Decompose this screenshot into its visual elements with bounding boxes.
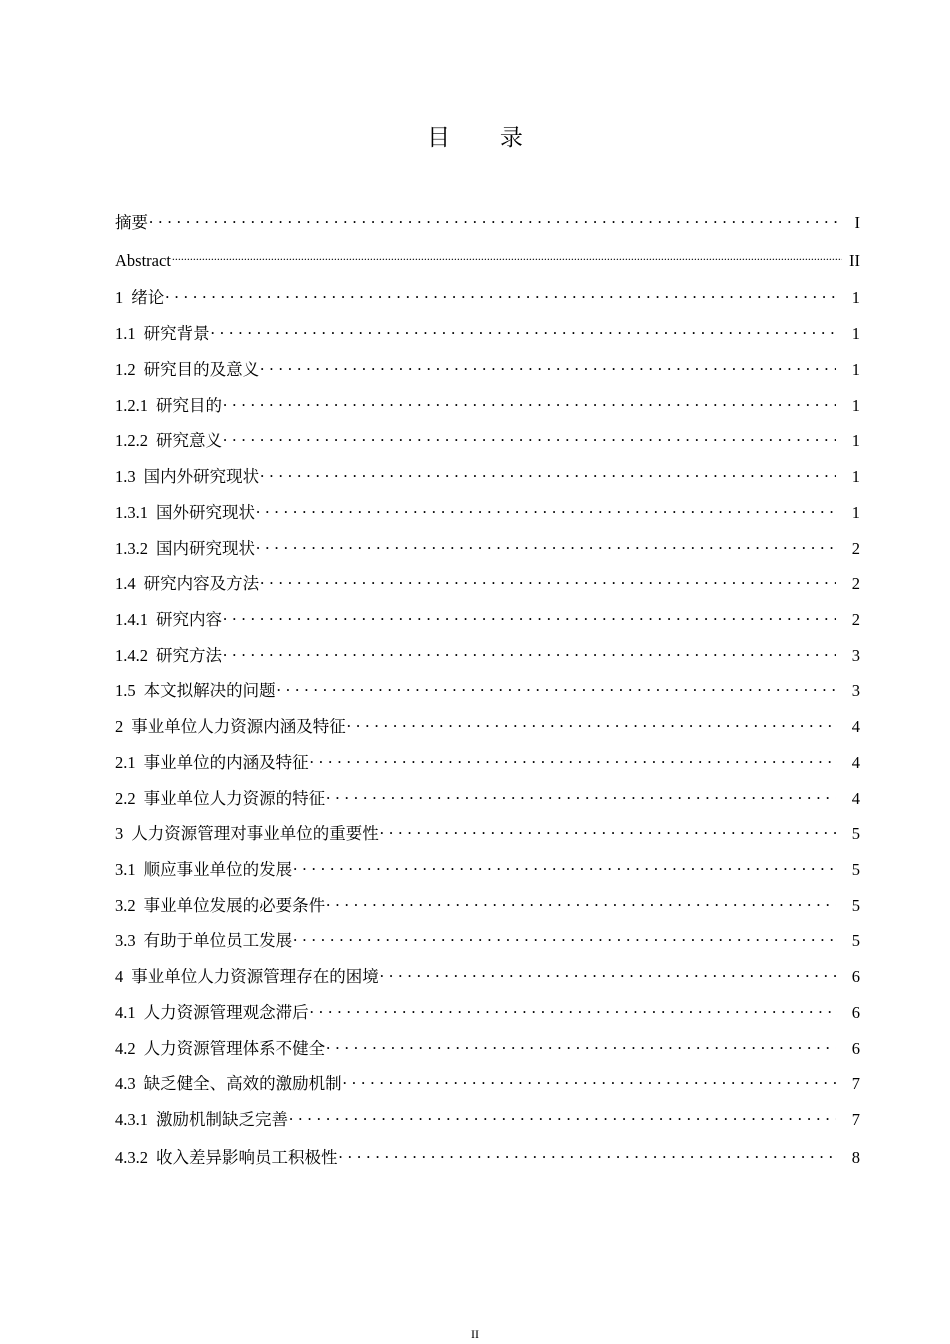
toc-entry-page: 8: [851, 1148, 860, 1167]
toc-entry-text: 缺乏健全、高效的激励机制: [143, 1074, 342, 1093]
toc-entry[interactable]: [115, 534, 860, 559]
toc-entry-label: [115, 824, 379, 844]
toc-entry-number: 1.2: [115, 360, 136, 379]
toc-entry[interactable]: [115, 998, 860, 1023]
toc-entry-label: [115, 396, 222, 416]
toc-entry-page: 5: [851, 824, 860, 843]
toc-entry[interactable]: [115, 784, 860, 809]
toc-entry-text: 国内研究现状: [156, 539, 255, 558]
toc-leader-dots: [293, 926, 836, 946]
toc-entry[interactable]: [115, 319, 860, 344]
toc-entry[interactable]: [115, 641, 860, 666]
toc-leader-dots: [310, 998, 836, 1018]
toc-entry[interactable]: [115, 283, 860, 308]
toc-entry-label: [115, 213, 148, 233]
toc-entry-label: [115, 360, 259, 380]
toc-entry[interactable]: [115, 426, 860, 451]
toc-entry-page: 5: [851, 931, 860, 950]
toc-entry-number: 2: [115, 717, 124, 736]
toc-entry-number: 1.4.2: [115, 646, 148, 665]
toc-entry-page: 2: [851, 610, 860, 629]
toc-entry-number: 4.3.1: [115, 1110, 148, 1129]
toc-entry-label: [115, 1003, 309, 1023]
toc-entry-number: 4.1: [115, 1003, 136, 1022]
toc-entry-text: 有助于单位员工发展: [143, 931, 293, 950]
toc-entry-page: 1: [851, 324, 860, 343]
toc-entry-number: 1.3: [115, 467, 136, 486]
toc-entry-page: 2: [851, 539, 860, 558]
toc-entry-label: [115, 539, 255, 559]
toc-entry-number: 4.3.2: [115, 1148, 148, 1167]
toc-entry-page: 6: [851, 1003, 860, 1022]
toc-entry-text: 研究意义: [156, 431, 222, 450]
toc-entry-page: 7: [851, 1074, 860, 1093]
toc-entry-text: 事业单位人力资源内涵及特征: [131, 717, 346, 736]
toc-leader-dots: [256, 498, 836, 518]
toc-entry-number: 1.5: [115, 681, 136, 700]
toc-leader-dots: [289, 1105, 836, 1125]
toc-entry-label: [115, 717, 346, 737]
toc-entry-label: [115, 288, 164, 308]
toc-entry-page: 4: [851, 753, 860, 772]
toc-entry-page: 6: [851, 967, 860, 986]
toc-entry-text: 绪论: [131, 288, 165, 307]
toc-leader-dots: [211, 319, 836, 339]
toc-entry[interactable]: [115, 748, 860, 773]
toc-leader-dots: [277, 676, 836, 696]
toc-leader-dots: [223, 605, 836, 625]
toc-entry-label: [115, 251, 171, 271]
toc-leader-dots: [293, 855, 836, 875]
toc-entry-label: [115, 467, 259, 487]
toc-leader-dots: [347, 712, 836, 732]
toc-leader-dots: [165, 283, 836, 303]
toc-entry-page: 1: [851, 503, 860, 522]
toc-entry[interactable]: [115, 208, 860, 233]
toc-leader-dots: [380, 819, 836, 839]
toc-entry[interactable]: [115, 498, 860, 523]
toc-entry-label: [115, 1039, 325, 1059]
toc-entry-text: 研究目的: [156, 396, 222, 415]
toc-entry[interactable]: [115, 855, 860, 880]
page-title: 目 录: [427, 125, 545, 150]
toc-entry-text: 人力资源管理观念滞后: [143, 1003, 309, 1022]
toc-entry-page: 1: [851, 431, 860, 450]
toc-entry[interactable]: [115, 569, 860, 594]
toc-entry-number: 1.2.2: [115, 431, 148, 450]
toc-entry-label: [115, 1110, 288, 1130]
toc-entry-page: 5: [851, 860, 860, 879]
toc-entry[interactable]: [115, 1069, 860, 1094]
toc-entry-page: 1: [851, 288, 860, 307]
toc-leader-dots: [149, 208, 842, 228]
toc-entry-page: 1: [851, 360, 860, 379]
toc-entry-page: 1: [851, 396, 860, 415]
toc-entry-text: 研究内容及方法: [143, 574, 260, 593]
toc-entry-number: 4: [115, 967, 124, 986]
toc-entry-text: 研究背景: [143, 324, 210, 343]
toc-entry-page: 3: [851, 646, 860, 665]
toc-entry[interactable]: [115, 605, 860, 630]
toc-leader-dots: [256, 534, 836, 554]
toc-entry-label: [115, 789, 325, 809]
toc-entry-label: [115, 931, 292, 951]
toc-entry-number: 1.4: [115, 574, 136, 593]
toc-leader-dots: [223, 391, 836, 411]
toc-entry-text: 事业单位发展的必要条件: [143, 896, 326, 915]
toc-leader-dots: [380, 962, 836, 982]
toc-entry-number: 3.3: [115, 931, 136, 950]
toc-entry-number: 1: [115, 288, 124, 307]
toc-entry-text: 收入差异影响员工积极性: [156, 1148, 338, 1167]
toc-leader-dots: [260, 569, 836, 589]
toc-entry-page: 7: [851, 1110, 860, 1129]
toc-entry-number: 4.3: [115, 1074, 136, 1093]
toc-leader-dots: [326, 784, 836, 804]
toc-entry-label: [115, 860, 292, 880]
toc-entry-number: 3.2: [115, 896, 136, 915]
toc-entry-label: [115, 753, 309, 773]
toc-entry[interactable]: [115, 926, 860, 951]
toc-entry-text: 国内外研究现状: [143, 467, 260, 486]
toc-entry[interactable]: [115, 246, 860, 271]
page-number: II: [471, 1327, 479, 1341]
toc-entry-label: [115, 1148, 338, 1168]
toc-entry-label: [115, 574, 259, 594]
toc-entry-page: 1: [851, 467, 860, 486]
toc-entry-label: [115, 431, 222, 451]
toc-entry-text: 人力资源管理对事业单位的重要性: [131, 824, 379, 843]
toc-leader-dots: [223, 641, 836, 661]
toc-entry-label: [115, 967, 379, 987]
toc-leader-dots: [172, 246, 842, 266]
toc-entry-number: 4.2: [115, 1039, 136, 1058]
toc-entry-label: [115, 610, 222, 630]
toc-entry-text: 摘要: [115, 213, 148, 232]
toc-entry[interactable]: [115, 355, 860, 380]
toc-entry-number: 3.1: [115, 860, 136, 879]
toc-entry-text: 本文拟解决的问题: [143, 681, 276, 700]
toc-entry-text: 激励机制缺乏完善: [156, 1110, 288, 1129]
toc-entry[interactable]: [115, 391, 860, 416]
toc-entry-number: 1.4.1: [115, 610, 148, 629]
toc-entry-text: Abstract: [115, 251, 171, 270]
toc-entry-page: II: [849, 251, 860, 270]
toc-entry-label: [115, 1074, 342, 1094]
toc-entry-page: 4: [851, 717, 860, 736]
toc-leader-dots: [223, 426, 836, 446]
toc-leader-dots: [343, 1069, 836, 1089]
toc-leader-dots: [260, 355, 836, 375]
toc-entry[interactable]: [115, 962, 860, 987]
toc-entry-number: 1.3.1: [115, 503, 148, 522]
toc-entry[interactable]: [115, 819, 860, 844]
toc-entry-text: 研究内容: [156, 610, 222, 629]
toc-entry-label: [115, 646, 222, 666]
toc-entry-page: 3: [851, 681, 860, 700]
toc-entry-label: [115, 681, 276, 701]
toc-entry[interactable]: [115, 462, 860, 487]
toc-entry-number: 1.3.2: [115, 539, 148, 558]
toc-leader-dots: [260, 462, 836, 482]
toc-entry-label: [115, 896, 325, 916]
toc-entry[interactable]: [115, 1105, 860, 1130]
toc-entry-label: [115, 324, 210, 344]
toc-entry[interactable]: [115, 712, 860, 737]
toc-entry-number: 1.2.1: [115, 396, 148, 415]
toc-entry-text: 研究目的及意义: [143, 360, 260, 379]
toc-entry-page: 6: [851, 1039, 860, 1058]
toc-entry-text: 事业单位人力资源管理存在的困境: [131, 967, 379, 986]
toc-entry-text: 国外研究现状: [156, 503, 255, 522]
toc-entry-page: 4: [851, 789, 860, 808]
toc-entry[interactable]: [115, 1143, 860, 1168]
toc-entry-page: 5: [851, 896, 860, 915]
toc-entry[interactable]: [115, 1034, 860, 1059]
toc-entry-number: 3: [115, 824, 124, 843]
toc-entry-text: 研究方法: [156, 646, 222, 665]
toc-leader-dots: [310, 748, 836, 768]
toc-entry-text: 事业单位的内涵及特征: [143, 753, 309, 772]
toc-entry-page: I: [854, 213, 860, 232]
toc-entry-number: 2.1: [115, 753, 136, 772]
toc-entry-number: 1.1: [115, 324, 136, 343]
toc-entry-text: 人力资源管理体系不健全: [143, 1039, 326, 1058]
toc-entry-page: 2: [851, 574, 860, 593]
toc-leader-dots: [326, 891, 836, 911]
toc-entry[interactable]: [115, 676, 860, 701]
toc-leader-dots: [339, 1143, 837, 1163]
toc-entry[interactable]: [115, 891, 860, 916]
toc-entry-number: 2.2: [115, 789, 136, 808]
toc-entry-text: 顺应事业单位的发展: [143, 860, 293, 879]
toc-leader-dots: [326, 1034, 836, 1054]
toc-entry-label: [115, 503, 255, 523]
toc-entry-text: 事业单位人力资源的特征: [143, 789, 326, 808]
